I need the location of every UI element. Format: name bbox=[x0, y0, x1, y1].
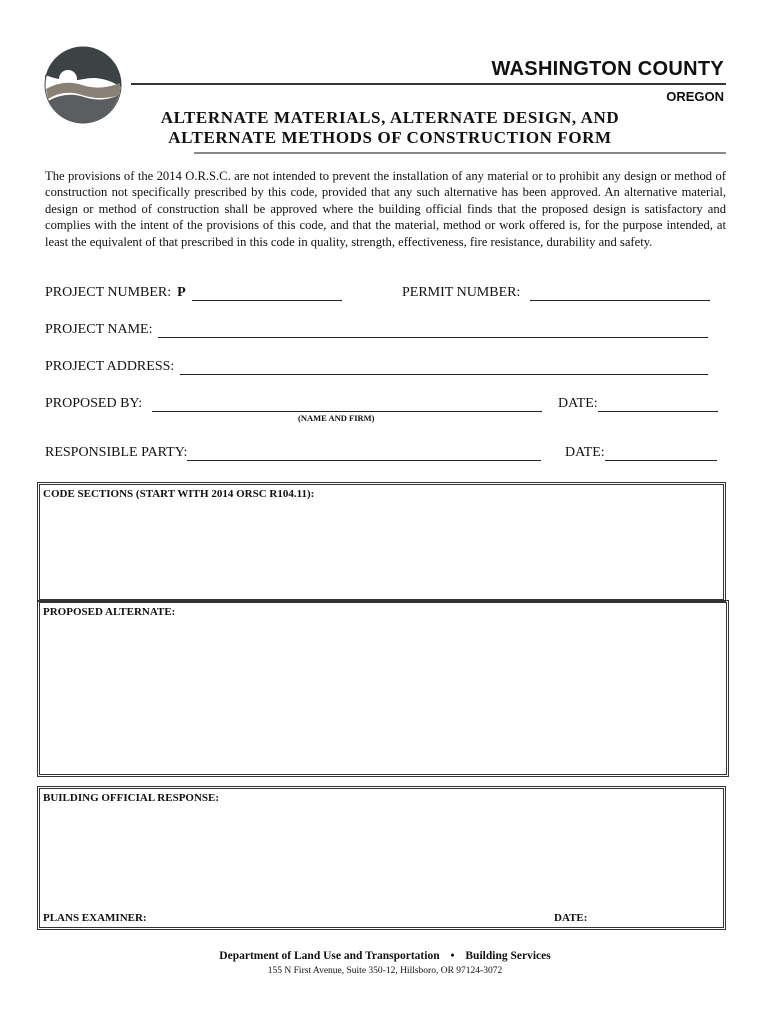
project-number-row bbox=[45, 285, 342, 301]
code-sections-label: CODE SECTIONS (START WITH 2014 ORSC R104.11): bbox=[43, 488, 315, 500]
intro-paragraph: The provisions of the 2014 O.R.S.C. are not intended to prevent the installation of any material or to prohibit any design or method of construction not specifically prescribed by this code, provided that any such alternative has been approved. An alternative material, design or method of construction shall be approved where the building official finds that the proposed design is satisfactory and complies with the intent of the provisions of this code, and that the material, method or work offered is, for the purpose intended, at least the equivalent of that prescribed in this code in quality, strength, effectiveness, fire resistance, durability and safety. bbox=[45, 169, 726, 249]
permit-number-label: PERMIT NUMBER: bbox=[402, 285, 521, 300]
footer-division: Building Services bbox=[465, 950, 551, 962]
project-address-input[interactable] bbox=[180, 360, 708, 375]
project-name-label: PROJECT NAME: bbox=[45, 322, 153, 337]
proposed-by-hint: (NAME AND FIRM) bbox=[298, 413, 375, 423]
project-name-row bbox=[45, 322, 708, 338]
responsible-party-label: RESPONSIBLE PARTY: bbox=[45, 445, 188, 460]
proposed-alternate-box[interactable] bbox=[37, 600, 729, 777]
project-address-row bbox=[45, 359, 708, 375]
plans-examiner-date-label: DATE: bbox=[554, 912, 588, 924]
header-rule bbox=[131, 83, 726, 85]
permit-number-input[interactable] bbox=[530, 286, 710, 301]
proposed-date-input[interactable] bbox=[598, 397, 718, 412]
county-name: WASHINGTON COUNTY bbox=[491, 58, 724, 80]
code-sections-box[interactable] bbox=[37, 482, 726, 602]
proposed-alternate-label: PROPOSED ALTERNATE: bbox=[43, 606, 176, 618]
responsible-party-row bbox=[45, 445, 541, 461]
footer-bullet: • bbox=[450, 950, 455, 962]
footer-department: Department of Land Use and Transportation bbox=[219, 950, 440, 962]
responsible-date-label: DATE: bbox=[565, 445, 605, 460]
proposed-date-row bbox=[558, 396, 718, 412]
county-landscape-logo-icon bbox=[44, 45, 122, 125]
project-name-input[interactable] bbox=[158, 323, 708, 338]
proposed-by-input[interactable] bbox=[152, 397, 542, 412]
project-address-label: PROJECT ADDRESS: bbox=[45, 359, 175, 374]
project-number-input[interactable] bbox=[192, 286, 342, 301]
form-title-line-2: ALTERNATE METHODS OF CONSTRUCTION FORM bbox=[168, 128, 612, 147]
responsible-date-input[interactable] bbox=[605, 446, 717, 461]
official-response-box[interactable] bbox=[37, 786, 726, 930]
proposed-by-row bbox=[45, 396, 542, 412]
footer-address: 155 N First Avenue, Suite 350-12, Hillsboro, OR 97124-3072 bbox=[267, 966, 503, 976]
responsible-date-row bbox=[565, 445, 717, 461]
official-response-label: BUILDING OFFICIAL RESPONSE: bbox=[43, 792, 220, 804]
proposed-by-label: PROPOSED BY: bbox=[45, 396, 143, 411]
project-number-label: PROJECT NUMBER: bbox=[45, 285, 172, 300]
proposed-date-label: DATE: bbox=[558, 396, 598, 411]
title-rule bbox=[194, 152, 726, 154]
footer-department-line bbox=[0, 950, 770, 962]
state-name: OREGON bbox=[666, 89, 724, 104]
responsible-party-input[interactable] bbox=[187, 446, 541, 461]
form-title bbox=[120, 108, 660, 148]
plans-examiner-label: PLANS EXAMINER: bbox=[43, 912, 147, 924]
project-number-prefix: P bbox=[177, 285, 186, 300]
form-title-line-1: ALTERNATE MATERIALS, ALTERNATE DESIGN, AND bbox=[160, 108, 620, 127]
permit-number-row bbox=[402, 285, 710, 301]
